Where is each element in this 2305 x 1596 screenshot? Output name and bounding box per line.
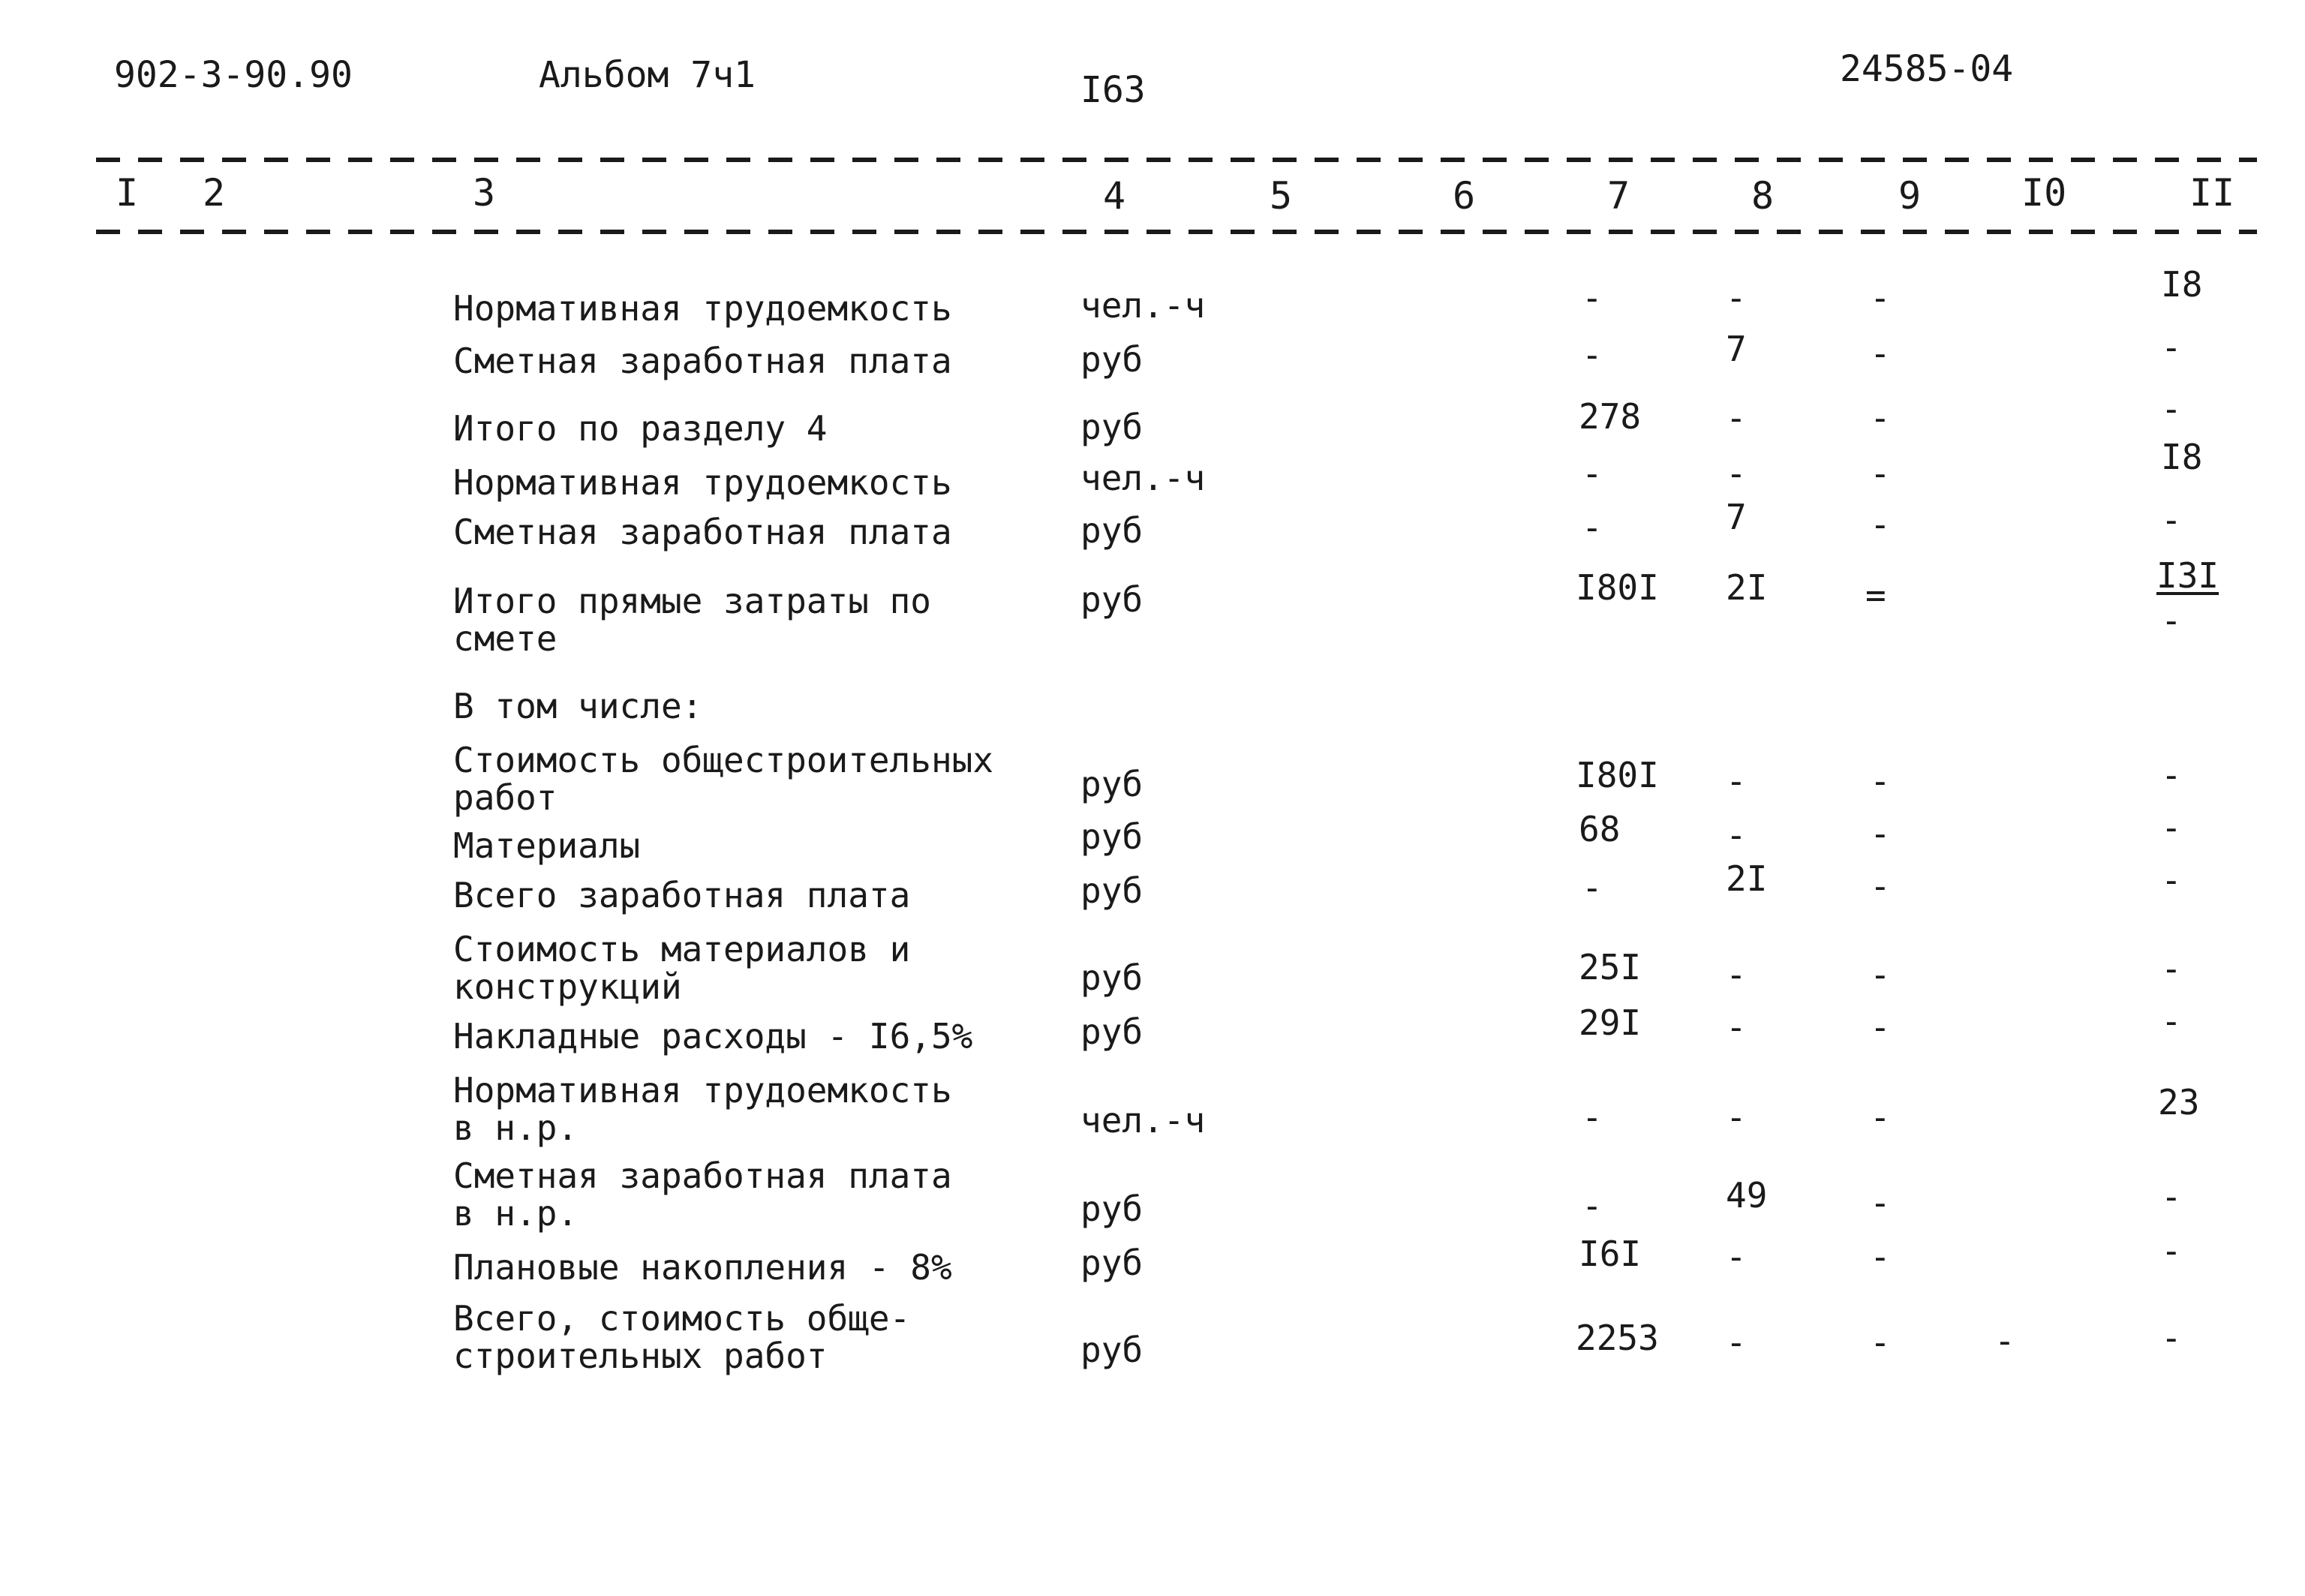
cell-col-7: I6I bbox=[1579, 1234, 1642, 1274]
row-unit: руб bbox=[1080, 1330, 1143, 1370]
row-unit: руб bbox=[1080, 1189, 1143, 1229]
column-header-11: II bbox=[2189, 171, 2235, 215]
row-unit: руб bbox=[1080, 1243, 1143, 1283]
cell-col-7: 68 bbox=[1579, 809, 1621, 849]
cell-col-7: 278 bbox=[1579, 396, 1642, 437]
cell-col-11: - bbox=[2161, 948, 2182, 989]
row-label: Итого прямые затраты по смете bbox=[453, 581, 931, 659]
cell-col-8: - bbox=[1726, 761, 1747, 801]
header-top-rule bbox=[96, 158, 2257, 162]
cell-col-7: - bbox=[1582, 867, 1603, 908]
cell-col-9: - bbox=[1870, 398, 1891, 438]
cell-col-7: - bbox=[1582, 1097, 1603, 1138]
cell-col-7: 25I bbox=[1579, 947, 1642, 987]
column-header-1: I bbox=[116, 171, 139, 215]
column-header-8: 8 bbox=[1751, 174, 1775, 218]
cell-col-9: - bbox=[1870, 866, 1891, 906]
header-bottom-rule bbox=[96, 230, 2257, 234]
cell-col-11: - bbox=[2161, 1001, 2182, 1041]
cell-col-9: - bbox=[1870, 278, 1891, 318]
page-number: I63 bbox=[1080, 69, 1146, 111]
column-header-5: 5 bbox=[1270, 174, 1293, 218]
cell-col-11: 23 bbox=[2158, 1082, 2200, 1123]
row-label: Плановые накопления - 8% bbox=[453, 1247, 952, 1288]
row-label: Итого по разделу 4 bbox=[453, 408, 828, 449]
row-label: Стоимость материалов и конструкций bbox=[453, 929, 911, 1007]
row-unit: руб bbox=[1080, 816, 1143, 857]
cell-col-8: 49 bbox=[1726, 1175, 1768, 1216]
row-unit: чел.-ч bbox=[1080, 1100, 1206, 1141]
cell-col-11-sub: - bbox=[2161, 600, 2182, 641]
cell-col-8: 7 bbox=[1726, 329, 1747, 369]
cell-col-9: - bbox=[1870, 1183, 1891, 1223]
cell-col-8: - bbox=[1726, 453, 1747, 494]
column-header-4: 4 bbox=[1103, 174, 1126, 218]
row-unit: чел.-ч bbox=[1080, 285, 1206, 326]
cell-col-11: - bbox=[2161, 860, 2182, 900]
row-label: Сметная заработная плата в н.р. bbox=[453, 1156, 952, 1234]
row-label: В том числе: bbox=[453, 686, 703, 726]
cell-col-7: - bbox=[1582, 335, 1603, 375]
row-label: Нормативная трудоемкость bbox=[453, 288, 952, 329]
cell-col-10: - bbox=[1994, 1321, 2015, 1361]
row-unit: чел.-ч bbox=[1080, 458, 1206, 498]
cell-col-9: - bbox=[1870, 1237, 1891, 1277]
column-header-10: I0 bbox=[2021, 171, 2067, 215]
cell-col-11: I8 bbox=[2161, 264, 2203, 305]
row-unit: руб bbox=[1080, 957, 1143, 998]
cell-col-8: - bbox=[1726, 954, 1747, 995]
cell-col-7: - bbox=[1582, 278, 1603, 318]
row-label: Сметная заработная плата bbox=[453, 341, 952, 381]
row-unit: руб bbox=[1080, 339, 1143, 380]
cell-col-11: - bbox=[2161, 389, 2182, 429]
cell-col-8: - bbox=[1726, 1097, 1747, 1138]
cell-col-11: I3I bbox=[2156, 555, 2219, 596]
cell-col-8: - bbox=[1726, 398, 1747, 438]
row-unit: руб bbox=[1080, 407, 1143, 447]
cell-col-7: I80I bbox=[1576, 755, 1659, 795]
cell-col-7: - bbox=[1582, 507, 1603, 548]
cell-col-11: - bbox=[2161, 755, 2182, 795]
cell-col-7: - bbox=[1582, 1186, 1603, 1226]
cell-col-7: 2253 bbox=[1576, 1318, 1659, 1358]
cell-col-8: - bbox=[1726, 1322, 1747, 1363]
album-label: Альбом 7ч1 bbox=[539, 54, 756, 96]
column-header-7: 7 bbox=[1607, 174, 1630, 218]
column-header-6: 6 bbox=[1453, 174, 1476, 218]
column-header-2: 2 bbox=[203, 171, 226, 215]
row-label: Сметная заработная плата bbox=[453, 512, 952, 552]
cell-col-8: 7 bbox=[1726, 497, 1747, 537]
cell-col-9: - bbox=[1870, 1322, 1891, 1363]
cell-col-11: - bbox=[2161, 500, 2182, 540]
cell-col-8: 2I bbox=[1726, 567, 1768, 608]
cell-col-9: - bbox=[1870, 504, 1891, 545]
cell-col-9: - bbox=[1870, 453, 1891, 494]
sheet-code: 24585-04 bbox=[1840, 48, 2014, 90]
cell-col-9: - bbox=[1870, 1097, 1891, 1138]
cell-col-8: - bbox=[1726, 278, 1747, 318]
cell-col-7: I80I bbox=[1576, 567, 1659, 608]
cell-col-9: - bbox=[1870, 813, 1891, 854]
row-label: Материалы bbox=[453, 825, 641, 866]
cell-col-9: - bbox=[1870, 954, 1891, 995]
row-label: Всего заработная плата bbox=[453, 875, 911, 915]
row-label: Нормативная трудоемкость bbox=[453, 462, 952, 503]
cell-col-9: - bbox=[1870, 333, 1891, 374]
row-unit: руб bbox=[1080, 764, 1143, 804]
cell-col-11: - bbox=[2161, 1318, 2182, 1358]
cell-col-11: - bbox=[2161, 1231, 2182, 1271]
row-label: Нормативная трудоемкость в н.р. bbox=[453, 1070, 952, 1148]
cell-col-9: = bbox=[1865, 575, 1886, 615]
row-label: Накладные расходы - I6,5% bbox=[453, 1016, 973, 1056]
cell-col-11: - bbox=[2161, 327, 2182, 368]
column-header-9: 9 bbox=[1898, 174, 1922, 218]
cell-col-11: - bbox=[2161, 807, 2182, 848]
cell-col-9: - bbox=[1870, 1007, 1891, 1047]
cell-col-7: 29I bbox=[1579, 1002, 1642, 1043]
cell-col-8: - bbox=[1726, 815, 1747, 855]
cell-col-8: 2I bbox=[1726, 858, 1768, 899]
column-header-3: 3 bbox=[473, 171, 496, 215]
cell-col-9: - bbox=[1870, 761, 1891, 801]
cell-col-8: - bbox=[1726, 1007, 1747, 1047]
row-unit: руб bbox=[1080, 870, 1143, 911]
cell-col-7: - bbox=[1582, 453, 1603, 494]
cell-col-11: - bbox=[2161, 1177, 2182, 1217]
cell-col-11: I8 bbox=[2161, 437, 2203, 477]
document-code: 902-3-90.90 bbox=[114, 54, 353, 96]
row-unit: руб bbox=[1080, 510, 1143, 551]
row-label: Стоимость общестроительных работ bbox=[453, 740, 994, 818]
row-label: Всего, стоимость обще- строительных работ bbox=[453, 1298, 911, 1376]
row-unit: руб bbox=[1080, 579, 1143, 620]
row-unit: руб bbox=[1080, 1011, 1143, 1052]
cell-col-8: - bbox=[1726, 1237, 1747, 1277]
